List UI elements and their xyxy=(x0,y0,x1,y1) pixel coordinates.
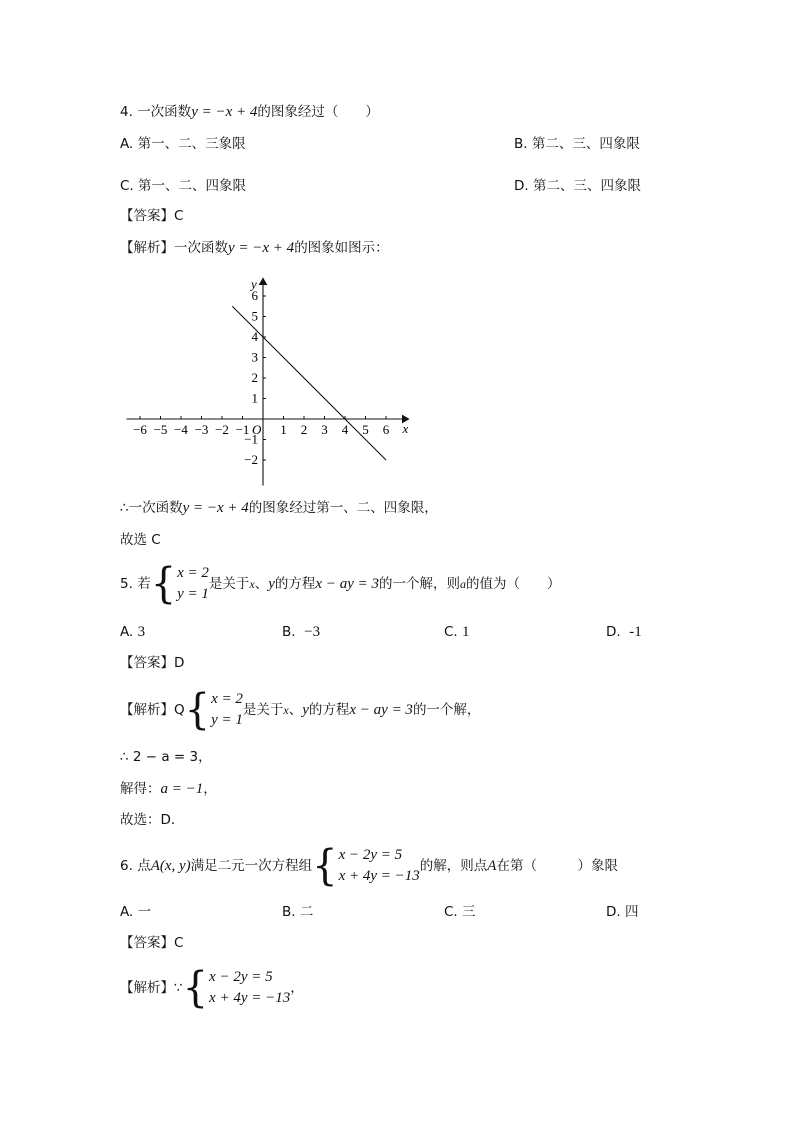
q6-stem: 6. 点A(x, y)满足二元一次方程组 { x − 2y = 5 x + 4y = −13 的解，则点A在第（ ）象限 xyxy=(120,841,618,891)
y-tick-label: 6 xyxy=(251,288,258,303)
y-tick-label: 4 xyxy=(251,329,258,344)
q6-number: 6. xyxy=(120,858,133,874)
x-tick-label: −1 xyxy=(235,422,250,437)
x-tick-label: 2 xyxy=(300,422,308,437)
x-tick-label: −5 xyxy=(153,422,168,437)
function-graph xyxy=(110,268,420,488)
x-tick-label: 1 xyxy=(280,422,287,437)
x-tick-label: 4 xyxy=(341,422,349,437)
x-tick-label: −2 xyxy=(215,422,229,437)
q4-analysis: 【解析】一次函数y = −x + 4的图象如图示： xyxy=(120,240,389,256)
q4-number: 4. xyxy=(120,104,133,120)
q6-option-a[interactable]: A. 一 xyxy=(120,904,152,920)
x-tick-label: 3 xyxy=(321,422,328,437)
y-tick-label: −1 xyxy=(244,431,258,447)
q6-option-b[interactable]: B. 二 xyxy=(282,904,314,920)
q6-analysis: 【解析】∵ { x − 2y = 5 x + 4y = −13 ， xyxy=(120,963,304,1013)
y-axis-label: y xyxy=(251,276,257,292)
q6-analysis-system: { x − 2y = 5 x + 4y = −13 xyxy=(182,963,291,1013)
q4-answer: 【答案】C xyxy=(120,208,184,224)
y-tick-label: 3 xyxy=(251,349,258,365)
q5-analysis-system: { x = 2 y = 1 xyxy=(184,685,243,735)
q5-step2: 解得：a = −1， xyxy=(120,781,217,797)
y-tick-label: 2 xyxy=(251,370,258,385)
q5-option-a[interactable]: A. 3 xyxy=(120,624,146,640)
q4-option-d[interactable]: D. 第二、三、四象限 xyxy=(514,178,641,194)
q5-option-c[interactable]: C. 1 xyxy=(444,624,470,640)
y-tick-label: −2 xyxy=(244,452,258,467)
x-axis-label: x xyxy=(402,421,409,436)
q6-answer: 【答案】C xyxy=(120,935,184,951)
q4-stem: 4. 一次函数y = −x + 4的图象经过（ ） xyxy=(120,104,379,120)
origin-label: O xyxy=(252,422,262,437)
q4-option-b[interactable]: B. 第二、三、四象限 xyxy=(514,136,640,152)
q5-answer: 【答案】D xyxy=(120,655,185,671)
q4-option-a[interactable]: A. 第一、二、三象限 xyxy=(120,136,246,152)
q5-option-b[interactable]: B. −3 xyxy=(282,624,321,640)
q5-option-d[interactable]: D. -1 xyxy=(606,624,642,640)
x-tick-label: 5 xyxy=(362,422,369,437)
q6-option-c[interactable]: C. 三 xyxy=(444,904,476,920)
q6-option-d[interactable]: D. 四 xyxy=(606,904,639,920)
x-tick-label: −4 xyxy=(174,422,188,437)
y-tick-label: 5 xyxy=(251,308,258,324)
q5-system: { x = 2 y = 1 xyxy=(150,559,209,609)
q4-choose: 故选 C xyxy=(120,532,161,548)
q5-choose: 故选：D． xyxy=(120,812,185,828)
q4-option-c[interactable]: C. 第一、二、四象限 xyxy=(120,178,247,194)
q5-analysis: 【解析】Q { x = 2 y = 1 是关于x、y的方程x − ay = 3的一个解， xyxy=(120,685,481,735)
x-tick-label: −3 xyxy=(194,422,209,437)
q5-number: 5. xyxy=(120,576,133,592)
q4-function-expr: y = −x + 4 xyxy=(191,104,258,120)
q5-stem: 5. 若 { x = 2 y = 1 是关于x、y的方程x − ay = 3的一个解，则a的值为（ ） xyxy=(120,559,561,609)
y-tick-label: 1 xyxy=(251,390,258,406)
x-tick-label: 6 xyxy=(382,422,390,437)
x-tick-label: −6 xyxy=(133,422,147,437)
q4-conclusion: ∴一次函数y = −x + 4的图象经过第一、二、四象限， xyxy=(120,500,438,516)
q5-step1: ∴ 2 − a = 3， xyxy=(120,749,212,765)
q6-system: { x − 2y = 5 x + 4y = −13 xyxy=(312,841,420,891)
